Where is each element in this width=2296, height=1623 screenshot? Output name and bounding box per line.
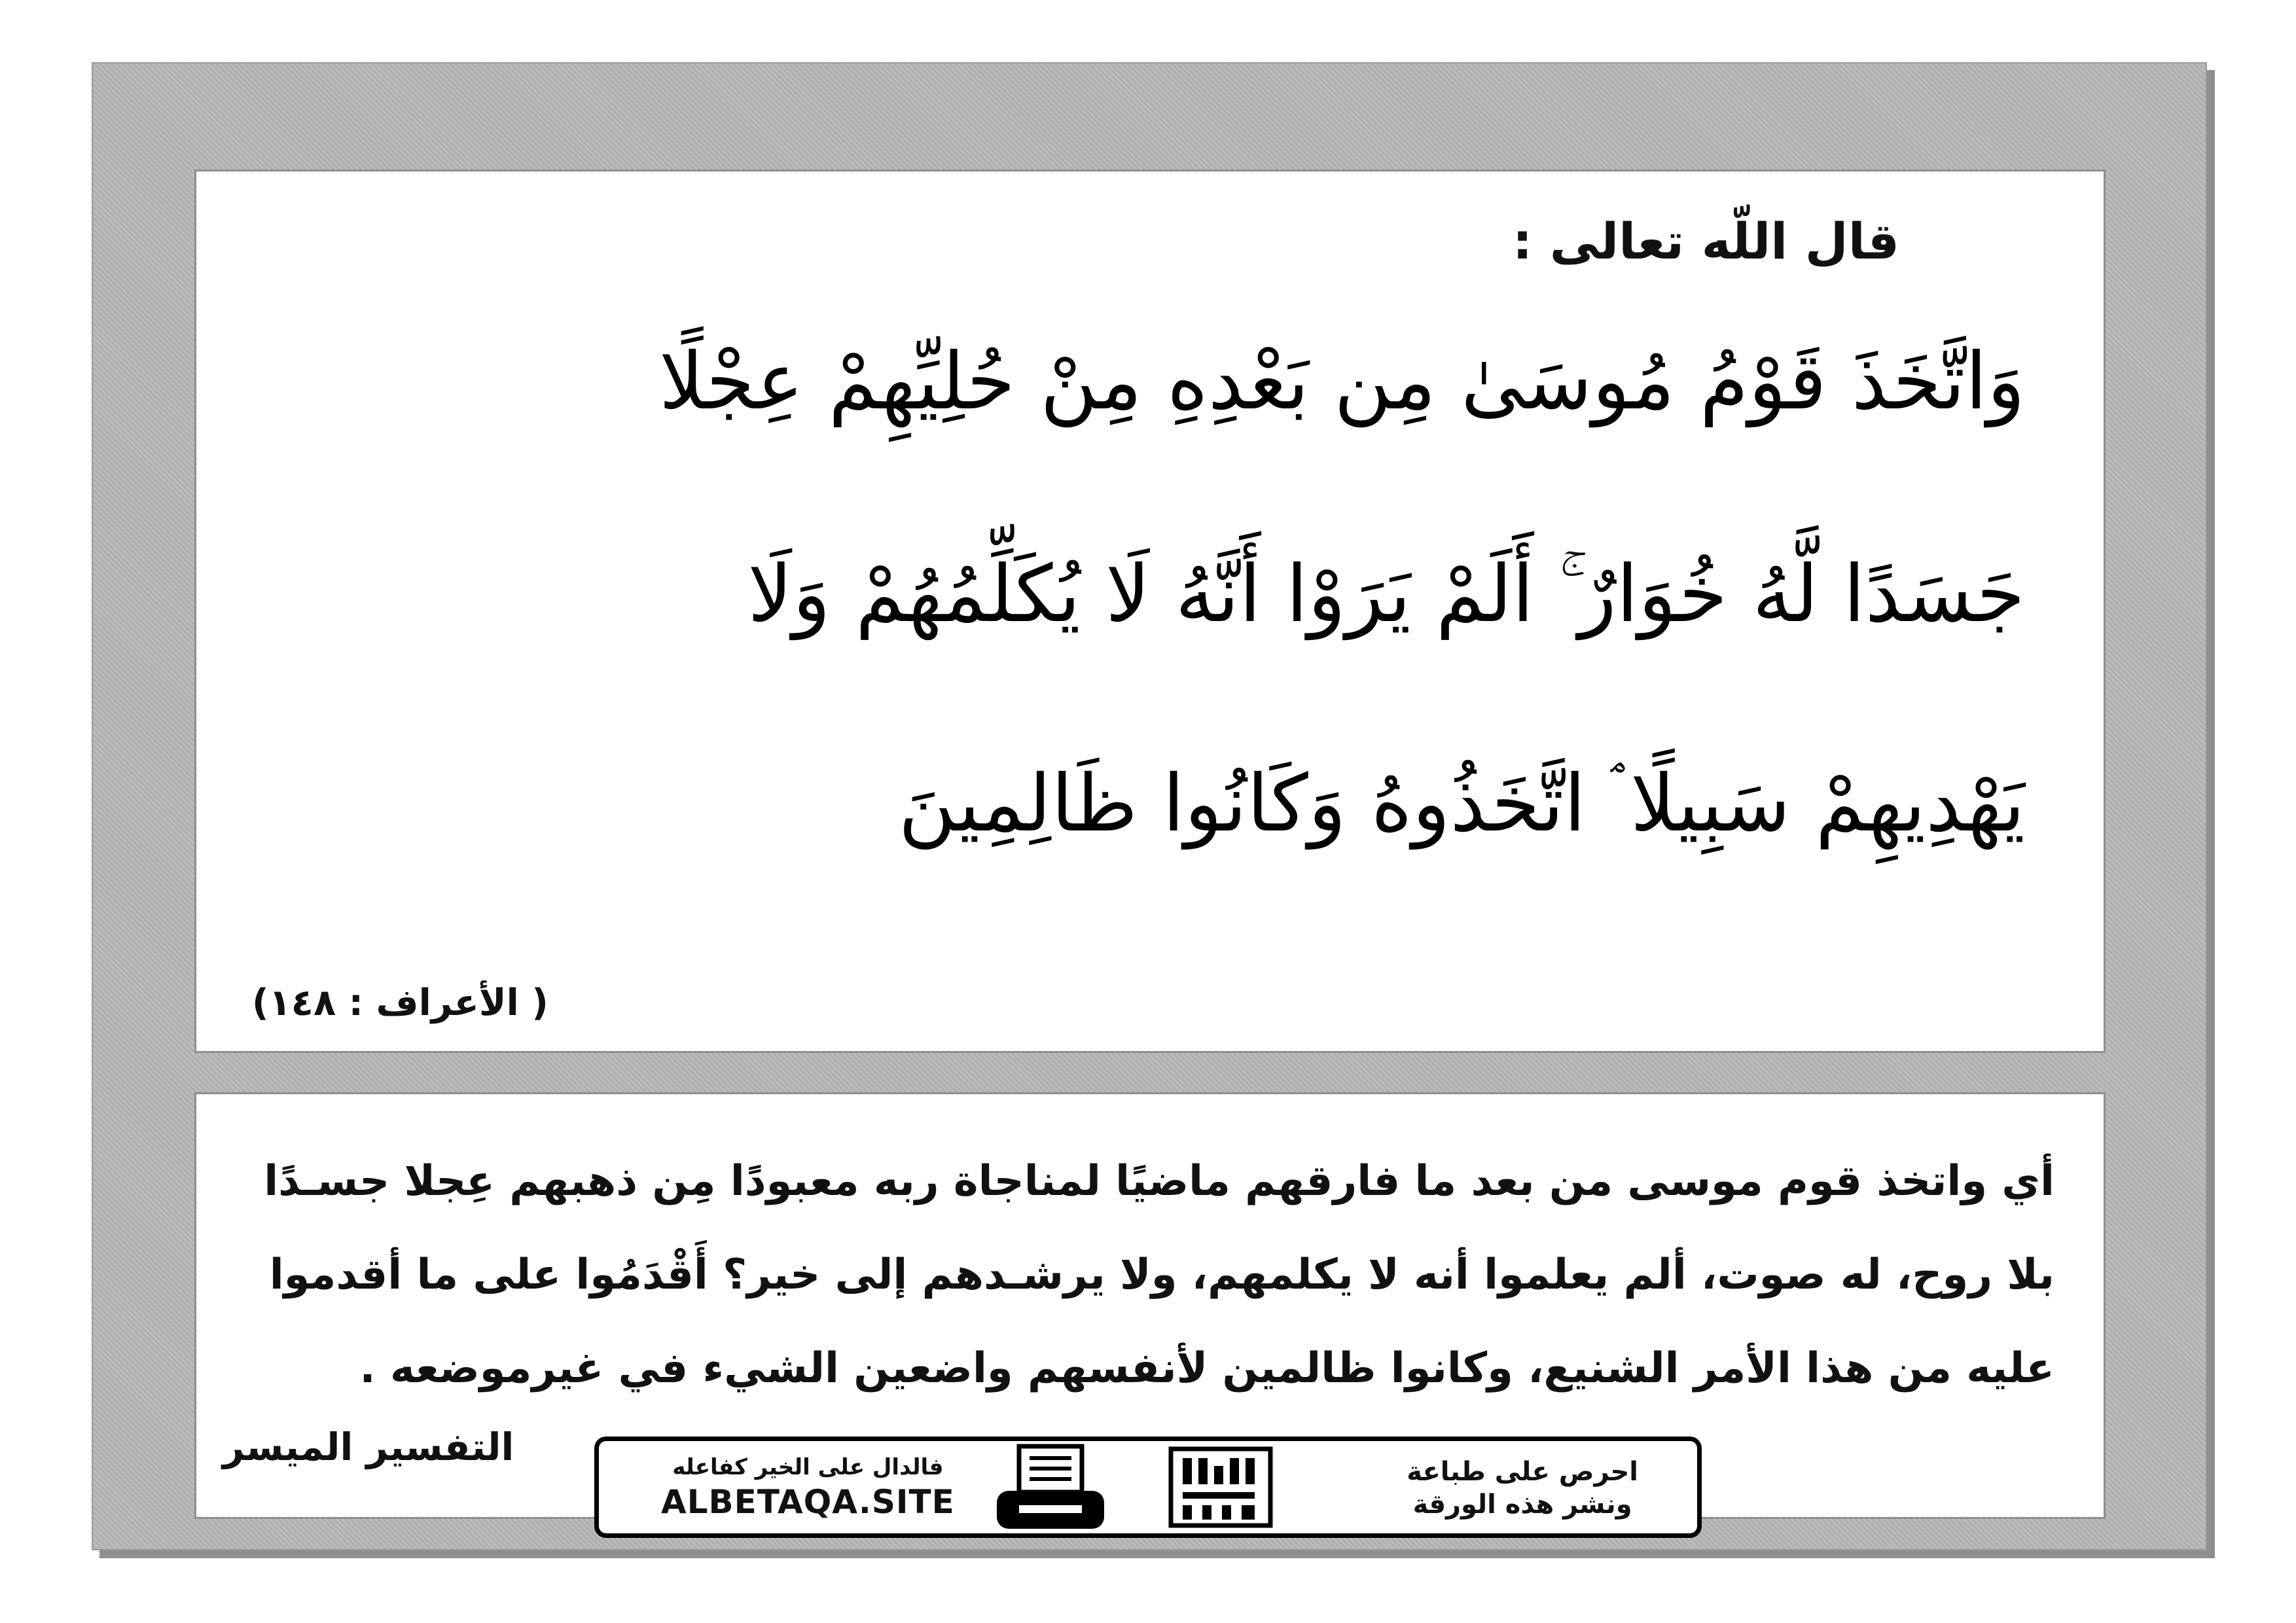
- printer-icon: [992, 1441, 1122, 1533]
- footer-website-block: [661, 1454, 955, 1521]
- footer-slogan: فالدال على الخير كفاعله: [672, 1454, 944, 1480]
- footer-banner: [594, 1436, 1702, 1538]
- verse-line-2: جَسَدًا لَّهُ خُوَارٌ ۚ أَلَمْ يَرَوْا أَنَّهُ لَا يُكَلِّمُهُمْ وَلَا: [747, 549, 2025, 640]
- verse-panel: [194, 169, 2106, 1053]
- verse-reference: ( الأعراف : ١٤٨): [252, 982, 548, 1024]
- tafsir-line-1: أي واتخذ قوم موسى من بعد ما فارقهم ماضيًا لمناجاة ربه معبودًا مِن ذهبهم عِجلا جسـدًا: [264, 1157, 2054, 1205]
- footer-print-line-1: احرص على طباعة: [1407, 1457, 1638, 1487]
- logo: [1168, 1446, 1273, 1528]
- verse-line-3: يَهْدِيهِمْ سَبِيلًا ۘ اتَّخَذُوهُ وَكَانُوا ظَالِمِينَ: [898, 758, 2025, 849]
- tafsir-line-2: بلا روح، له صوت، ألم يعلموا أنه لا يكلمهم، ولا يرشـدهم إلى خير؟ أَقْدَمُوا على ما أقدموا: [269, 1251, 2054, 1299]
- tafsir-source: التفسير الميسر: [223, 1425, 514, 1469]
- verse-intro: قال اللّه تعالى :: [1512, 212, 1899, 270]
- footer-print-line-2: ونشر هذه الورقة: [1412, 1489, 1632, 1520]
- page-frame: [92, 62, 2207, 1550]
- tafsir-line-3: عليه من هذا الأمر الشنيع، وكانوا ظالمين لأنفسهم واضعين الشيء في غيرموضعه .: [359, 1344, 2054, 1393]
- footer-print-note: [1407, 1455, 1638, 1521]
- verse-line-1: وَاتَّخَذَ قَوْمُ مُوسَىٰ مِن بَعْدِهِ مِنْ حُلِيِّهِمْ عِجْلًا: [659, 336, 2025, 427]
- footer-site-link[interactable]: ALBETAQA.SITE: [661, 1483, 955, 1521]
